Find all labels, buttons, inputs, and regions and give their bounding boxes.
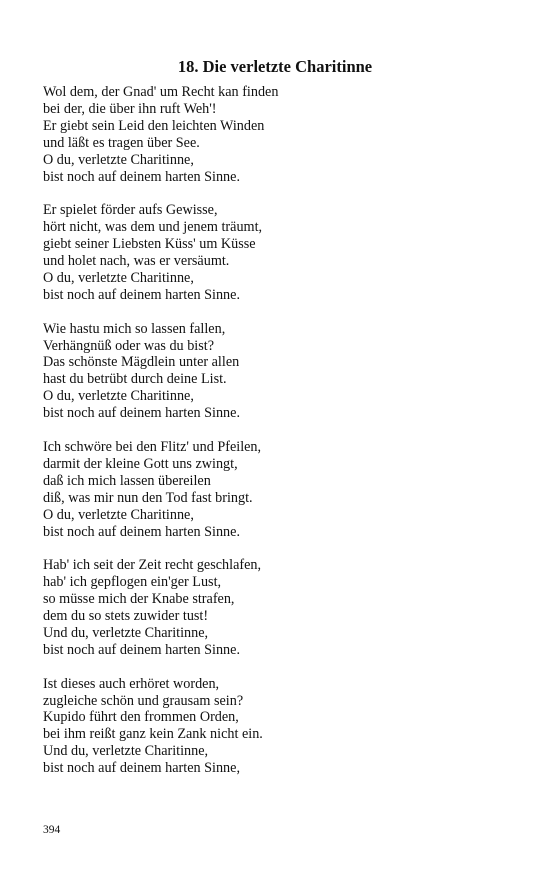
stanza-5 [43,557,503,658]
stanza-2 [43,202,503,303]
poem-line: zugleiche schön und grausam sein? [43,692,244,709]
page-number: 394 [43,824,61,836]
poem-line: darmit der kleine Gott uns zwingt, [43,455,238,472]
poem-line: bist noch auf deinem harten Sinne. [43,286,240,303]
poem-line: Er spielet förder aufs Gewisse, [43,202,218,219]
poem-line: bist noch auf deinem harten Sinne, [43,760,240,777]
poem-body [43,84,503,794]
poem-line: bei der, die über ihn ruft Weh'! [43,100,217,117]
poem-line: Und du, verletzte Charitinne, [43,624,209,641]
poem-line: hört nicht, was dem und jenem träumt, [43,219,263,236]
poem-line: Er giebt sein Leid den leichten Winden [43,117,265,134]
poem-line: Wol dem, der Gnad' um Recht kan finden [43,84,279,100]
stanza-4 [43,439,503,540]
poem-line: O du, verletzte Charitinne, [43,151,194,168]
poem-line: Wie hastu mich so lassen fallen, [43,320,226,337]
stanza-3 [43,321,503,422]
poem-line: dem du so stets zuwider tust! [43,608,209,625]
poem-line: giebt seiner Liebsten Küss' um Küsse [43,236,256,253]
poem-line: hast du betrübt durch deine List. [43,371,227,388]
poem-line: O du, verletzte Charitinne, [43,506,194,523]
poem-line: und läßt es tragen über See. [43,134,200,151]
poem-line: Ist dieses auch erhöret worden, [43,675,220,692]
poem-line: Kupido führt den frommen Orden, [43,709,239,726]
poem-line: bist noch auf deinem harten Sinne. [43,641,240,658]
poem-line: O du, verletzte Charitinne, [43,388,194,405]
stanza-6 [43,676,503,777]
poem-line: hab' ich gepflogen ein'ger Lust, [43,574,222,591]
poem-line: und holet nach, was er versäumt. [43,253,230,270]
poem-line: diß, was mir nun den Tod fast bringt. [43,489,253,506]
poem-line: bist noch auf deinem harten Sinne. [43,168,240,185]
poem-line: O du, verletzte Charitinne, [43,269,194,286]
poem-title: 18. Die verletzte Charitinne [177,57,373,76]
poem-line: bist noch auf deinem harten Sinne. [43,405,240,422]
poem-line: Hab' ich seit der Zeit recht geschlafen, [43,557,262,574]
poem-line: so müsse mich der Knabe strafen, [43,591,235,608]
poem-line: Ich schwöre bei den Flitz' und Pfeilen, [43,438,262,455]
poem-line: bist noch auf deinem harten Sinne. [43,523,240,540]
poem-line: daß ich mich lassen übereilen [43,472,211,489]
stanza-1 [43,84,503,185]
poem-line: bei ihm reißt ganz kein Zank nicht ein. [43,726,263,743]
poem-line: Und du, verletzte Charitinne, [43,743,209,760]
poem-line: Verhängnüß oder was du bist? [43,337,214,354]
poem-line: Das schönste Mägdlein unter allen [43,354,240,371]
